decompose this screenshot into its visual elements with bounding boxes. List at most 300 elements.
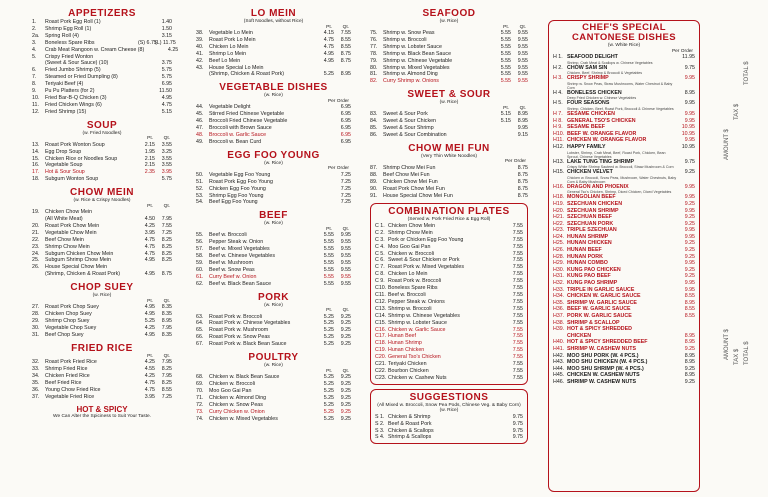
item-number: 90. (370, 185, 378, 192)
item-number: H20. (553, 207, 565, 214)
item-price-small (489, 414, 506, 421)
menu-item (370, 65, 528, 72)
menu-item (32, 366, 172, 373)
item-price-small: 5.55 (323, 232, 334, 239)
item-price: 8.95 (684, 332, 695, 339)
item-price-small: 4.75 (144, 379, 155, 386)
item-name: Subgum Wonton Soup (45, 176, 99, 183)
item-name: Shrimp w. Chinese Vegetable (383, 57, 453, 64)
item-number: C14. (375, 312, 387, 319)
item-price-small: 4.75 (144, 243, 155, 250)
item-name: KUNG PAO CHICKEN (567, 266, 621, 273)
item-number: C15. (375, 319, 387, 326)
item-number: 63. (196, 313, 204, 320)
item-price-large: 8.25 (161, 366, 172, 373)
menu-item (196, 104, 351, 111)
item-number: 70. (196, 387, 204, 394)
item-price-large: 4.95 (161, 94, 172, 101)
chef-special-item (553, 353, 695, 360)
section-subtitle: (w. Rice) (264, 160, 283, 166)
item-number: 69. (196, 381, 204, 387)
item-price: 9.95 (684, 137, 695, 144)
menu-item (32, 230, 172, 237)
item-name: (All White Meat) (45, 216, 83, 223)
item-name: Chicken w. Snow Peas (209, 401, 263, 408)
item-number: H33. (553, 286, 565, 293)
item-name: Shrimp w. Chinese Vegetables (388, 312, 460, 319)
chef-special-item (553, 111, 695, 118)
item-price: 9.95 (684, 183, 695, 190)
item-price-large: 9.55 (340, 239, 351, 246)
item-number: C 4. (375, 243, 385, 250)
menu-item (196, 179, 351, 186)
item-number: H 4. (553, 89, 563, 96)
item-name: Shrimp Egg Foo Young (209, 192, 264, 199)
chef-special-item (553, 300, 695, 307)
menu-item (196, 260, 351, 267)
chef-special-item (553, 293, 695, 300)
item-name: Chicken w. Mixed Vegetables (209, 415, 278, 422)
item-price-small (317, 139, 334, 146)
item-price-small: 5.25 (323, 401, 334, 408)
item-number: 81. (370, 71, 378, 78)
item-number: 11. (32, 101, 39, 108)
item-price-small (138, 26, 155, 33)
item-name: Vegetable Soup (45, 162, 83, 169)
item-name: SESAME BEEF (567, 124, 605, 131)
menu-item (375, 299, 523, 306)
item-price-large: 8.55 (161, 386, 172, 393)
item-number: 32. (32, 359, 40, 366)
item-name: (Shrimp, Chicken & Roast Pork) (209, 71, 285, 78)
menu-item (370, 118, 528, 125)
item-price-large: 5.15 (161, 108, 172, 115)
item-number: 47. (196, 125, 204, 132)
item-number: 55. (196, 232, 204, 239)
quart-header: Qt. (519, 105, 526, 111)
item-name: CHICKEN W. CASHEW NUTS (567, 372, 640, 379)
section-title: SEAFOOD (422, 8, 476, 19)
item-price-small: 4.75 (144, 250, 155, 257)
item-name: HUNAN PORK (567, 253, 603, 260)
item-price-small (489, 285, 506, 292)
item-price-small (317, 179, 334, 186)
section-appetizers (32, 8, 179, 116)
item-price-small (317, 186, 334, 193)
item-price-large: 7.55 (512, 367, 523, 374)
item-price-small (489, 230, 506, 237)
item-price-small (138, 74, 155, 81)
amount-label-2: AMOUNT $ (724, 329, 730, 360)
item-number: C11. (375, 291, 386, 298)
item-name: Beef w. Chinese Vegetables (209, 253, 275, 260)
item-price-large: 7.55 (512, 298, 523, 305)
item-price-small (494, 125, 511, 132)
item-price: 9.95 (684, 110, 695, 117)
item-name: Chicken Lo Mein (209, 43, 249, 50)
item-name: Broccoli with Brown Sauce (209, 125, 272, 132)
menu-item (196, 118, 351, 125)
item-number: 57. (196, 246, 204, 253)
chef-special-item (553, 379, 695, 386)
chef-special-item (553, 169, 695, 176)
item-price-small: 5.55 (500, 43, 511, 50)
menu-item (32, 60, 172, 67)
item-number (32, 216, 45, 223)
item-name: CHICKEN VELVET (567, 169, 613, 176)
item-price-large: 6.95 (161, 81, 172, 88)
item-price-small: 4.25 (144, 359, 155, 366)
item-number: 21. (32, 229, 40, 236)
item-price-large: 7.55 (512, 236, 523, 243)
item-price-large: 8.95 (340, 71, 351, 78)
item-name: Beef & Roast Pork (388, 420, 432, 427)
item-name: Pu Pu Platters (for 2) (45, 88, 95, 95)
item-price-large: 9.25 (340, 374, 351, 381)
section-title: EGG FOO YOUNG (227, 149, 320, 161)
item-price-small (138, 264, 155, 271)
item-price-small (138, 88, 155, 95)
item-number: C21. (375, 361, 387, 368)
item-number: 25. (32, 257, 40, 264)
item-price-large: 8.35 (161, 311, 172, 318)
item-name: Roast Pork Egg Foo Young (209, 178, 273, 185)
quart-header: Qt. (163, 203, 170, 209)
item-price-large (155, 54, 172, 61)
item-price-large: 1.50 (161, 25, 172, 32)
item-price-small: 5.55 (323, 273, 334, 280)
item-price-small (494, 186, 511, 193)
section-subtitle: (w. Rice) (264, 93, 283, 99)
item-number: 83. (370, 111, 378, 118)
menu-item (32, 109, 172, 116)
item-price-large: 8.75 (517, 171, 528, 178)
item-number: 68. (196, 374, 204, 381)
menu-item (32, 156, 172, 163)
item-number: 74. (196, 415, 204, 422)
section-sweetsour (370, 89, 528, 139)
item-number: H 7. (553, 110, 563, 117)
item-price-small (144, 47, 161, 54)
item-number: H34. (553, 293, 565, 300)
item-number (553, 333, 567, 340)
item-price-large: 9.25 (340, 381, 351, 387)
item-number: 22. (32, 236, 40, 243)
chef-special-item (553, 280, 695, 287)
item-number: C18. (375, 340, 387, 347)
item-name: Shrimp Chow Mein (388, 229, 433, 236)
menu-item (375, 320, 523, 327)
menu-item (196, 139, 351, 146)
item-name: Broccoli w. Garlic Sauce (209, 131, 267, 138)
item-name: Curry Chicken w. Onion (209, 408, 265, 415)
item-price-small (317, 125, 334, 132)
chef-special-item (553, 234, 695, 241)
item-price-small: 5.25 (323, 387, 334, 394)
item-number: 84. (370, 118, 378, 125)
menu-item (196, 58, 351, 65)
item-price-large: 9.55 (340, 259, 351, 266)
per-order-header: Per Order (327, 166, 349, 172)
item-name: Roast Pork Wonton Soup (45, 141, 105, 148)
item-price: 9.95 (684, 233, 695, 240)
item-price-large: 7.55 (512, 319, 523, 326)
item-name: Subgum Shrimp Chow Mein (45, 257, 111, 264)
chef-special-item (553, 159, 695, 166)
item-name: Curry Shrimp w. Onions (383, 78, 439, 85)
item-price-large: 7.55 (512, 250, 523, 257)
chefs-special-box (548, 20, 700, 492)
item-number: H18. (553, 194, 565, 201)
menu-item (375, 421, 523, 428)
chef-special-item (553, 194, 695, 201)
item-number: H12. (553, 143, 565, 150)
item-name: HAPPY FAMILY (567, 143, 606, 150)
menu-item (375, 368, 523, 375)
item-price-large: 3.55 (161, 162, 172, 169)
item-name: LAKE TUNG TING SHRIMP (567, 158, 635, 165)
item-number: H43. (553, 359, 565, 366)
quart-header: Qt. (519, 24, 526, 30)
item-price (677, 326, 695, 333)
item-number: H11. (553, 137, 564, 144)
item-price-large: 9.55 (340, 266, 351, 273)
menu-item (196, 37, 351, 44)
chef-special-item (553, 221, 695, 228)
item-number: 39. (196, 36, 204, 43)
item-name: Crispy Fried Wonton (45, 53, 94, 60)
menu-item (370, 51, 528, 58)
item-number: 82. (370, 78, 378, 85)
item-name: BEEF W. GARLIC SAUCE (567, 306, 631, 313)
item-price-small: 5.15 (500, 111, 511, 118)
item-price: 9.95 (684, 194, 695, 201)
menu-item (196, 274, 351, 281)
item-number: 75. (370, 30, 378, 36)
item-name: GENERAL TSO'S CHICKEN (567, 117, 636, 124)
menu-item (196, 51, 351, 58)
item-price-small: 4.25 (144, 222, 155, 229)
section-subtitle: (Served w. Pork Fried Rice & Egg Roll) (407, 217, 491, 223)
menu-item (196, 186, 351, 193)
item-price-large: 7.25 (340, 199, 351, 206)
item-price-small (138, 176, 155, 183)
menu-item (32, 54, 172, 61)
item-price: 9.95 (684, 227, 695, 234)
item-price-small: 5.55 (323, 246, 334, 253)
chef-special-item (553, 54, 695, 61)
menu-item (375, 333, 523, 340)
item-name: CHICKEN W. ORANGE FLAVOR (567, 137, 647, 144)
item-name: Pepper Steak w. Onions (388, 298, 445, 305)
item-price-small (489, 251, 506, 258)
item-price-small (489, 271, 506, 278)
item-price-large: 9.75 (512, 427, 523, 434)
menu-item (370, 30, 528, 37)
menu-item (32, 325, 172, 332)
item-price-small (489, 428, 506, 435)
item-price-large: 9.25 (340, 341, 351, 348)
item-name: Sweet & Sour Pork (383, 111, 428, 118)
item-number: 56. (196, 239, 204, 246)
menu-item (375, 414, 523, 421)
item-name: Moo Goo Gai Pan (209, 387, 252, 394)
item-name: Hot & Sour Soup (45, 169, 85, 176)
item-number: 24. (32, 250, 40, 257)
menu-item (196, 239, 351, 246)
menu-column-3 (370, 8, 528, 448)
item-number: 46. (196, 118, 204, 125)
item-number: H41. (553, 345, 565, 352)
item-number: 80. (370, 64, 378, 71)
item-number: 28. (32, 311, 40, 318)
item-name: Shrimp Chow Mein (45, 243, 90, 250)
item-number: H23. (553, 227, 565, 234)
menu-item (196, 320, 351, 327)
item-price-large: 7.55 (512, 229, 523, 236)
item-price: 9.25 (684, 378, 695, 385)
chef-special-item (553, 144, 695, 151)
chef-special-item (553, 137, 695, 144)
item-name: HUNAN COMBO (567, 260, 608, 267)
item-price-large: 8.25 (161, 243, 172, 250)
section-subtitle: (w. Rice) (439, 100, 459, 106)
item-name: Sweet & Sour Combination (383, 131, 447, 138)
item-number: 34. (32, 373, 40, 380)
menu-item (32, 216, 172, 223)
item-name: Chicken & Scallops (388, 427, 434, 434)
item-price-large: 6.95 (340, 104, 351, 111)
total-label: TOTAL $ (744, 61, 750, 85)
item-number: H37. (553, 313, 565, 319)
item-number: H40. (553, 339, 565, 346)
item-number: 1. (32, 19, 37, 25)
item-price-large: 9.75 (512, 420, 523, 427)
item-number: 31. (32, 331, 40, 338)
item-number: C19. (375, 347, 387, 354)
item-price: 9.95 (684, 100, 695, 107)
item-price-small (489, 299, 506, 306)
item-name: Chicken & Shrimp (388, 413, 431, 420)
item-number: 13. (32, 141, 40, 148)
item-number: H22. (553, 220, 565, 227)
item-number: 48. (196, 131, 204, 138)
chef-special-item (553, 100, 695, 107)
item-price-large: 7.55 (512, 374, 523, 381)
section-title: PORK (258, 291, 289, 303)
item-price-small: 4.95 (144, 311, 155, 318)
item-price: 10.95 (681, 124, 695, 131)
item-name: House Special Chow Mei Fun (383, 192, 453, 199)
menu-item (32, 33, 172, 40)
pint-header: Pt. (503, 24, 509, 30)
item-price-small (489, 237, 506, 244)
item-price-small (489, 421, 506, 428)
item-number: H39. (553, 326, 565, 333)
section-title: LO MEIN (250, 8, 297, 19)
menu-item (375, 327, 523, 334)
menu-item (196, 327, 351, 334)
item-name: House Special Lo Mein (209, 64, 264, 71)
section-subtitle: (w. Rice) (264, 363, 283, 369)
menu-item (196, 334, 351, 341)
item-name: KUNG PAO SHRIMP (567, 280, 618, 287)
item-price-large: 8.55 (340, 43, 351, 50)
cantonese-dishes-title: CANTONESE DISHES (572, 32, 676, 43)
item-name: Bourbon Chicken (388, 367, 429, 374)
item-number: C 3. (375, 236, 385, 243)
pint-header: Pt. (326, 368, 332, 374)
item-name: Shrimp w. Broccoli (383, 36, 427, 43)
item-price: 9.25 (684, 214, 695, 221)
item-price-large: 8.95 (517, 111, 528, 118)
item-name: Roast Pork Fried Rice (45, 359, 97, 366)
item-number: S 2. (375, 420, 385, 427)
menu-item (375, 244, 523, 251)
item-price-small: 4.95 (144, 257, 155, 264)
item-price-small (489, 257, 506, 264)
item-name: Broccoli Fried Chinese Vegetable (209, 118, 288, 125)
menu-item (32, 102, 172, 109)
section-title: POULTRY (248, 352, 299, 364)
item-number: H 1. (553, 54, 563, 60)
item-description: General Tso's Chicken, Shrimp, Diced Chicken, Diced Vegetables (567, 190, 672, 195)
item-price-small: 5.55 (323, 280, 334, 287)
item-number (32, 271, 45, 278)
menu-item (196, 65, 351, 72)
item-name: (Sweet & Sour Sauce) (10) (45, 60, 109, 67)
item-price-large (334, 65, 351, 72)
item-number: 41. (196, 50, 204, 57)
item-number: 26. (32, 264, 40, 271)
item-name: Boneless Spare Ribs (388, 285, 438, 292)
item-price-small: 5.55 (500, 36, 511, 43)
item-name: Shrimp w. Snow Peas (383, 30, 435, 36)
item-price-large: 9.25 (340, 334, 351, 341)
item-name: Subgum Chicken Chow Mein (45, 250, 114, 257)
item-price: 9.95 (684, 280, 695, 287)
item-name: Beef w. Broccoli (209, 232, 247, 239)
item-price-small: 5.25 (323, 313, 334, 320)
item-number: 89. (370, 178, 378, 185)
item-price-large: 8.75 (161, 271, 172, 278)
item-number (196, 71, 209, 78)
item-price-small (138, 19, 155, 26)
item-name: Hunan Chicken (388, 347, 425, 354)
item-name: Vegetable Lo Mein (209, 30, 253, 36)
item-number: C 5. (375, 250, 385, 257)
item-number: 49. (196, 138, 204, 145)
chef-special-item (553, 90, 695, 97)
section-friedrice (32, 343, 172, 401)
item-name: Chicken Lo Mein (388, 271, 428, 278)
menu-item (375, 375, 523, 382)
item-price: 9.75 (684, 158, 695, 165)
section-title: FRIED RICE (71, 342, 133, 354)
item-name: Chicken w. Broccoli (209, 381, 255, 387)
section-chowmeifun (370, 143, 528, 200)
item-price-small: 5.55 (323, 253, 334, 260)
menu-item (375, 340, 523, 347)
item-price-large: 7.55 (161, 222, 172, 229)
item-name: CRISPY SHRIMP (567, 75, 609, 82)
chef-special-item (553, 75, 695, 82)
item-price-large: 7.25 (340, 192, 351, 199)
item-price-large: 7.55 (512, 326, 523, 333)
menu-item (375, 354, 523, 361)
menu-item (375, 361, 523, 368)
item-number: 78. (370, 50, 378, 57)
